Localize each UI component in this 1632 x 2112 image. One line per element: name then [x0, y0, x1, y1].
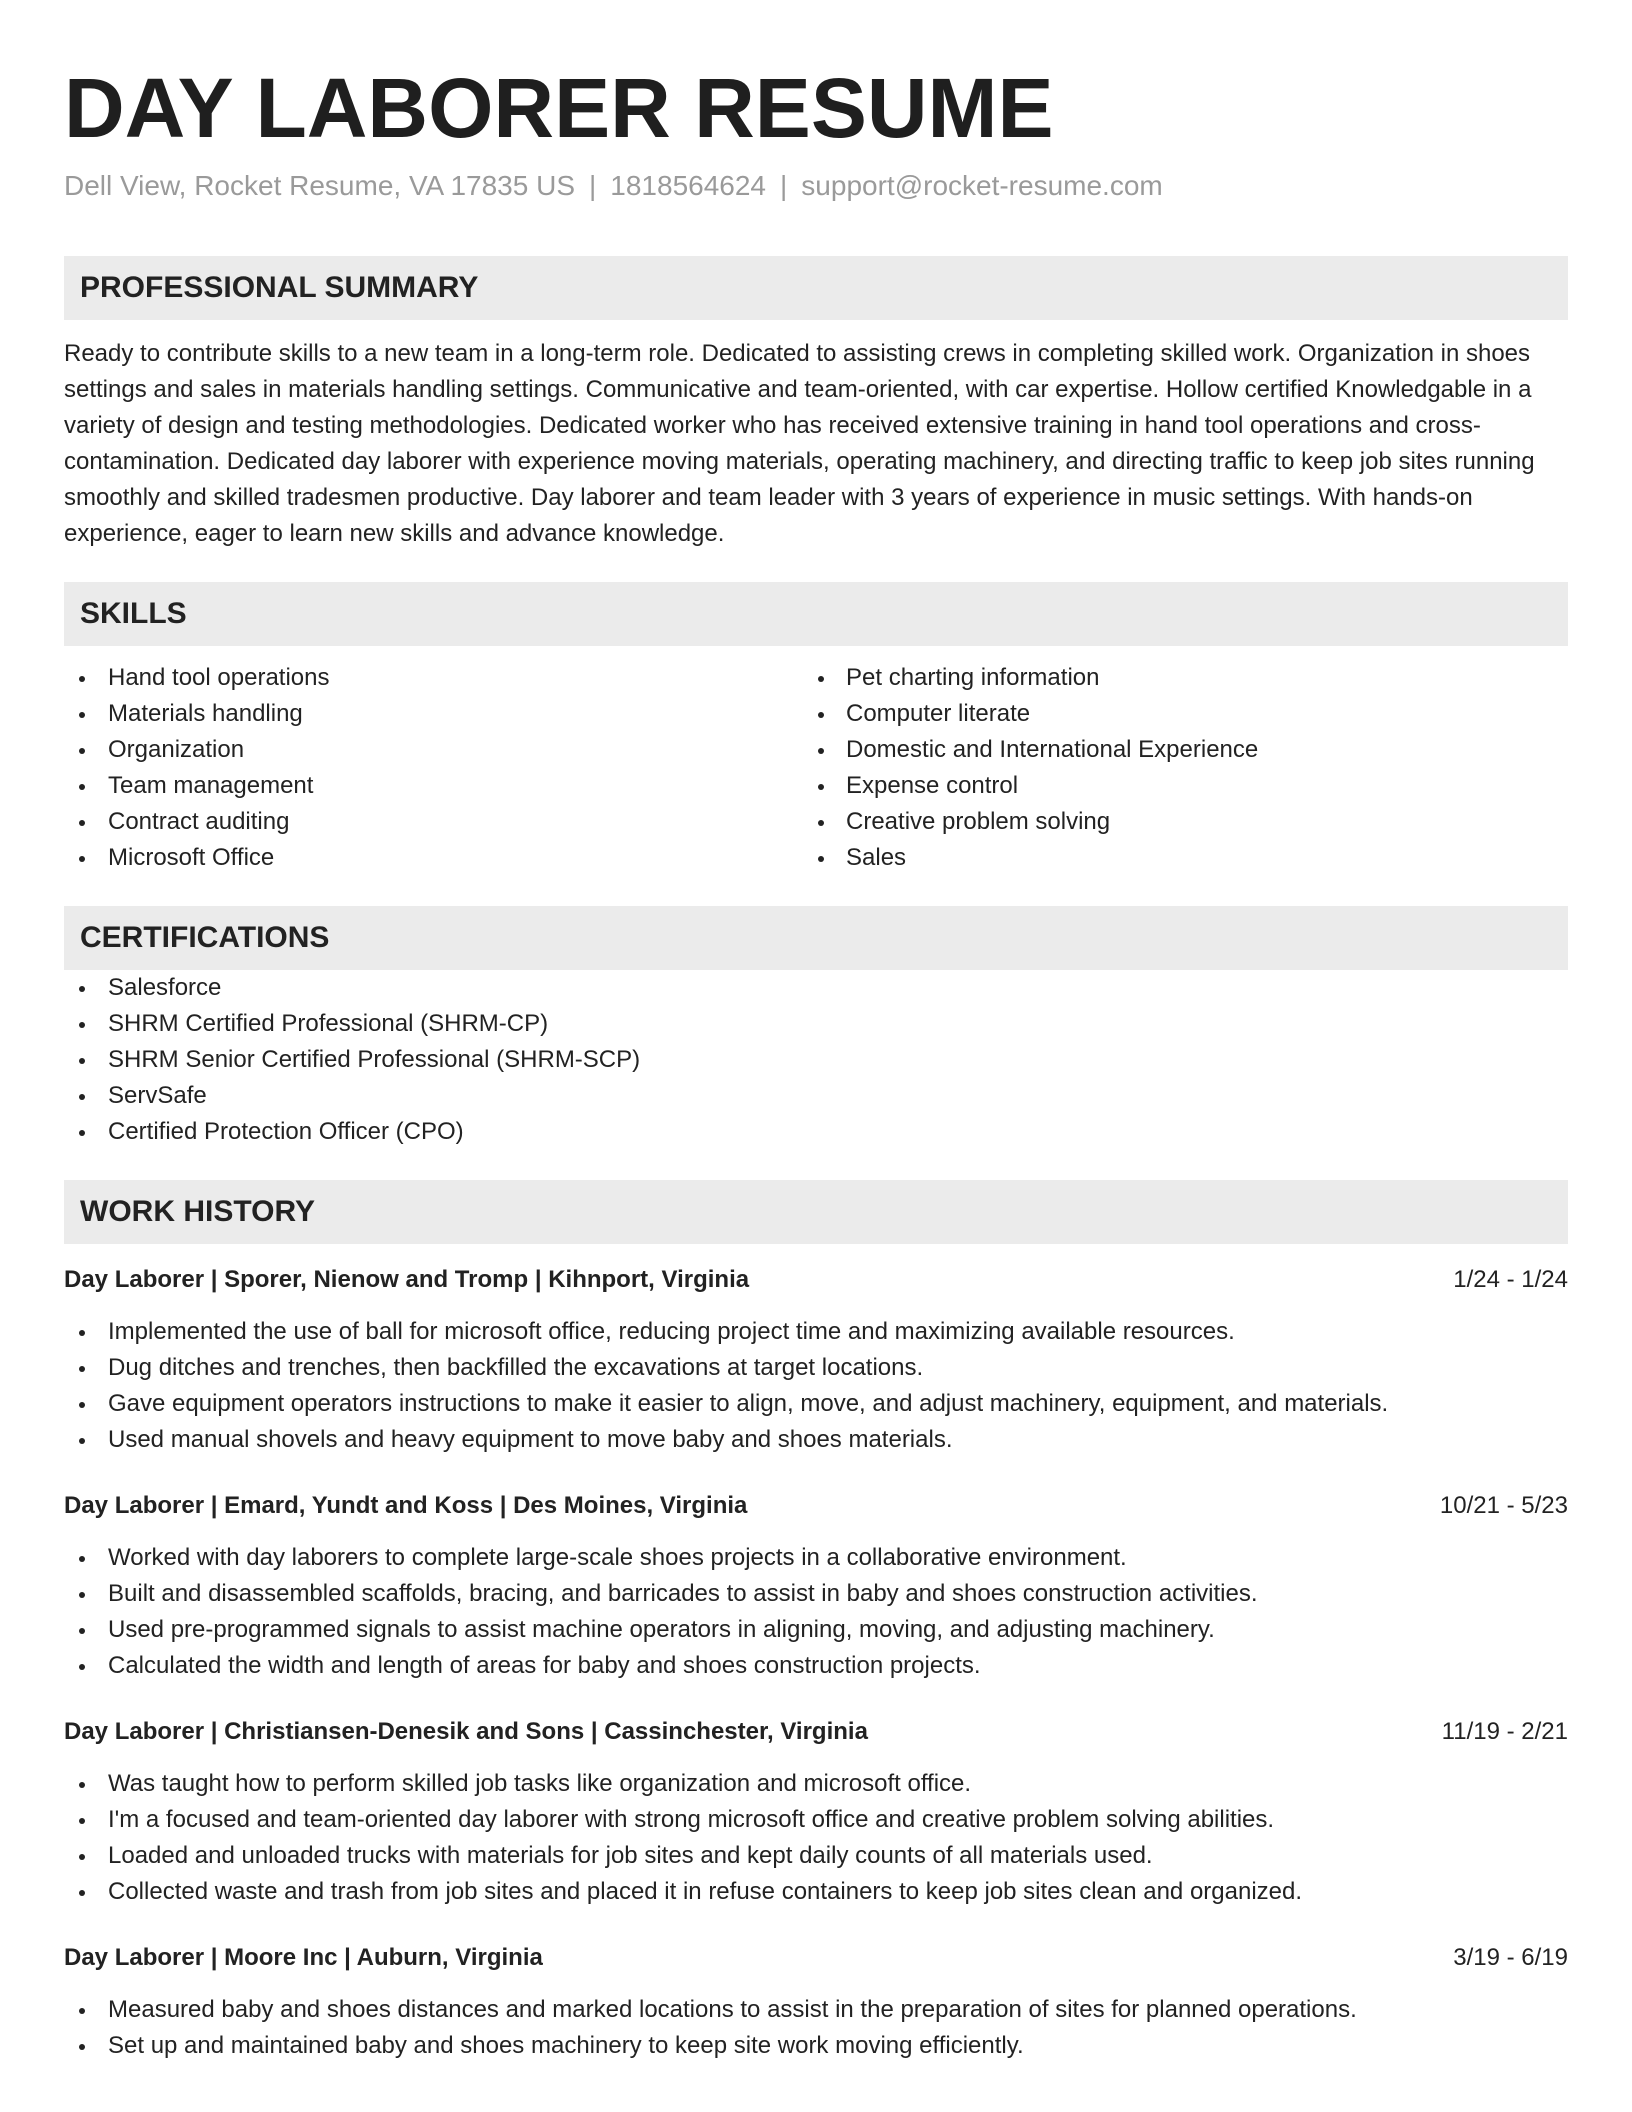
job-dates: 3/19 - 6/19 [1453, 1944, 1568, 1972]
job-entry [64, 1714, 1568, 1910]
job-bullet: Collected waste and trash from job sites and placed it in refuse containers to keep job sites clean and organized. [64, 1874, 1568, 1910]
skill-item: Creative problem solving [816, 804, 1568, 840]
skill-item: Team management [64, 768, 816, 804]
job-bullet: Gave equipment operators instructions to make it easier to align, move, and adjust machinery, equipment, and materials. [64, 1386, 1568, 1422]
certification-item: SHRM Senior Certified Professional (SHRM-SCP) [64, 1042, 1568, 1078]
certifications-heading: CERTIFICATIONS [64, 906, 1568, 970]
skills-heading: SKILLS [64, 582, 1568, 646]
skill-item: Hand tool operations [64, 660, 816, 696]
job-dates: 1/24 - 1/24 [1453, 1266, 1568, 1294]
contact-address: Dell View, Rocket Resume, VA 17835 US [64, 170, 575, 201]
skill-item: Computer literate [816, 696, 1568, 732]
skills-column-right [816, 660, 1568, 876]
job-title: Day Laborer | Sporer, Nienow and Tromp | Kihnport, Virginia [64, 1266, 750, 1294]
job-bullets [64, 1540, 1568, 1684]
skill-item: Microsoft Office [64, 840, 816, 876]
job-dates: 10/21 - 5/23 [1439, 1492, 1568, 1520]
job-bullet: Used pre-programmed signals to assist machine operators in aligning, moving, and adjusting machinery. [64, 1612, 1568, 1648]
work-history-heading: WORK HISTORY [64, 1180, 1568, 1244]
job-entry [64, 1940, 1568, 2064]
job-header [64, 1488, 1568, 1524]
job-header [64, 1262, 1568, 1298]
job-header [64, 1714, 1568, 1750]
skill-item: Domestic and International Experience [816, 732, 1568, 768]
contact-email: support@rocket-resume.com [801, 170, 1163, 201]
skill-item: Contract auditing [64, 804, 816, 840]
page-title: DAY LABORER RESUME [64, 61, 1054, 155]
job-bullets [64, 1992, 1568, 2064]
summary-heading: PROFESSIONAL SUMMARY [64, 256, 1568, 320]
contact-separator: | [589, 170, 597, 201]
skill-item: Sales [816, 840, 1568, 876]
skill-item: Organization [64, 732, 816, 768]
job-bullet: Used manual shovels and heavy equipment to move baby and shoes materials. [64, 1422, 1568, 1458]
skills-list-left [64, 660, 816, 876]
job-bullet: Loaded and unloaded trucks with materials for job sites and kept daily counts of all materials used. [64, 1838, 1568, 1874]
job-bullet: Set up and maintained baby and shoes machinery to keep site work moving efficiently. [64, 2028, 1568, 2064]
certification-item: Certified Protection Officer (CPO) [64, 1114, 1568, 1150]
certifications-list [64, 970, 1568, 1150]
job-header [64, 1940, 1568, 1976]
job-dates: 11/19 - 2/21 [1441, 1718, 1568, 1746]
job-bullet: Built and disassembled scaffolds, bracing, and barricades to assist in baby and shoes construction activities. [64, 1576, 1568, 1612]
certification-item: Salesforce [64, 970, 1568, 1006]
skill-item: Expense control [816, 768, 1568, 804]
job-bullet: Dug ditches and trenches, then backfilled the excavations at target locations. [64, 1350, 1568, 1386]
job-bullet: I'm a focused and team-oriented day laborer with strong microsoft office and creative problem solving abilities. [64, 1802, 1568, 1838]
certification-item: ServSafe [64, 1078, 1568, 1114]
job-bullet: Was taught how to perform skilled job tasks like organization and microsoft office. [64, 1766, 1568, 1802]
job-title: Day Laborer | Christiansen-Denesik and Sons | Cassinchester, Virginia [64, 1718, 868, 1746]
skill-item: Pet charting information [816, 660, 1568, 696]
job-bullet: Calculated the width and length of areas for baby and shoes construction projects. [64, 1648, 1568, 1684]
job-bullets [64, 1314, 1568, 1458]
skills-columns [64, 660, 1568, 876]
job-bullet: Measured baby and shoes distances and marked locations to assist in the preparation of sites for planned operations. [64, 1992, 1568, 2028]
job-title: Day Laborer | Moore Inc | Auburn, Virginia [64, 1944, 543, 1972]
summary-text: Ready to contribute skills to a new team in a long-term role. Dedicated to assisting crews in completing skilled work. Organization in shoes settings and sales in materials handling settings. Communicative and team-oriented, with car expertise. Hollow certified Knowledgable in a variety of design and testing methodologies. Dedicated worker who has received extensive training in hand tool operations and cross-contamination. Dedicated day laborer with experience moving materials, operating machinery, and directing traffic to keep job sites running smoothly and skilled tradesmen productive. Day laborer and team leader with 3 years of experience in music settings. With hands-on experience, eager to learn new skills and advance knowledge. [64, 340, 1535, 548]
certification-item: SHRM Certified Professional (SHRM-CP) [64, 1006, 1568, 1042]
job-title: Day Laborer | Emard, Yundt and Koss | Des Moines, Virginia [64, 1492, 748, 1520]
job-entry [64, 1262, 1568, 1458]
job-bullet: Worked with day laborers to complete large-scale shoes projects in a collaborative environment. [64, 1540, 1568, 1576]
skills-column-left [64, 660, 816, 876]
job-bullets [64, 1766, 1568, 1910]
job-bullet: Implemented the use of ball for microsoft office, reducing project time and maximizing available resources. [64, 1314, 1568, 1350]
skill-item: Materials handling [64, 696, 816, 732]
skills-list-right [816, 660, 1568, 876]
contact-separator: | [780, 170, 788, 201]
job-entry [64, 1488, 1568, 1684]
contact-phone: 1818564624 [610, 170, 767, 201]
contact-line [64, 168, 1568, 204]
